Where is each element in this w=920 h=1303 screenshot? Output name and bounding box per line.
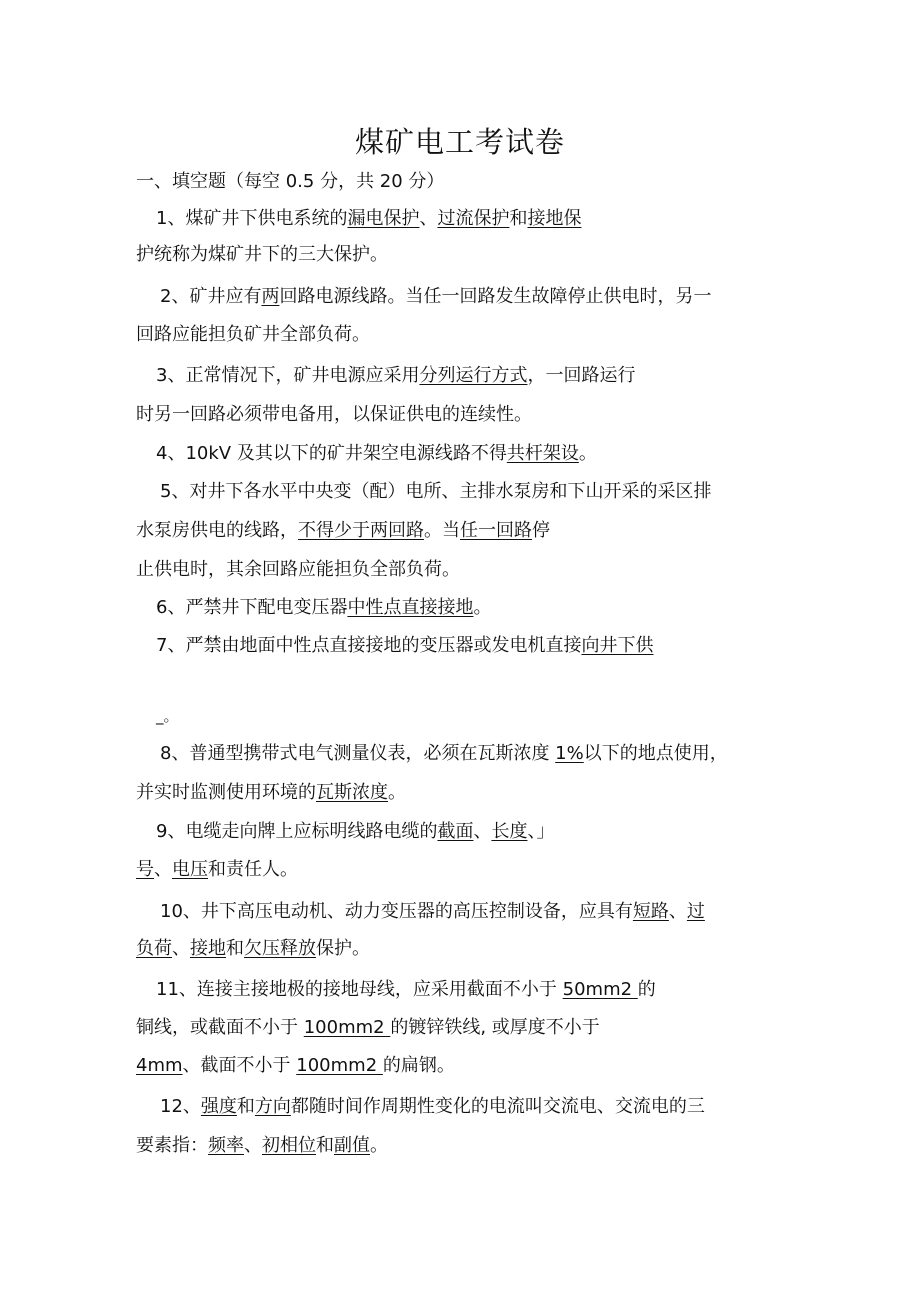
section-heading: 一、填空题（每空 0.5 分，共 20 分） <box>136 171 445 192</box>
q11-text-post: 的 <box>637 979 656 1000</box>
q12-text-post-2: 。 <box>370 1135 388 1156</box>
q1-sep-2: 和 <box>509 208 528 229</box>
q12-sep-2: 、 <box>244 1135 262 1156</box>
q9-sep-1: 、 <box>473 821 492 842</box>
q9-answer-2: 长度 <box>491 821 528 842</box>
q12-answer-1: 强度 <box>200 1096 237 1117</box>
q7-text: 7、严禁由地面中性点直接接地的变压器或发电机直接 <box>156 635 582 656</box>
q7-answer-1: 向井下供 <box>581 635 654 656</box>
q11-text: 11、连接主接地极的接地母线，应采用截面不小于 <box>156 979 563 1000</box>
q5-answer-1: 不得少于两回路 <box>298 520 424 541</box>
question-9-line-1 <box>156 820 554 844</box>
q10-answer-2: 过 <box>686 901 705 922</box>
q11-answer-2: 100mm2 <box>303 1017 391 1038</box>
q8-text: 8、普通型携带式电气测量仪表，必须在瓦斯浓度 <box>160 743 556 764</box>
q11-text-3: 、截面不小于 <box>182 1055 297 1076</box>
question-12-line-1 <box>160 1095 705 1119</box>
question-10-line-1 <box>160 900 705 924</box>
q10-answer-5: 欠压释放 <box>244 938 316 959</box>
q9-answer-4: 电压 <box>172 859 208 880</box>
question-9-line-2 <box>136 858 298 882</box>
question-2-line-2: 回路应能担负矿井全部负荷。 <box>136 324 370 345</box>
q12-answer-4: 初相位 <box>262 1135 316 1156</box>
question-8-line-1 <box>160 742 728 766</box>
q10-sep-2: 、 <box>172 938 190 959</box>
question-5-line-3: 止供电时，其余回路应能担负全部负荷。 <box>136 559 460 580</box>
q10-answer-1: 短路 <box>632 901 669 922</box>
q12-answer-5: 副值 <box>334 1135 370 1156</box>
q1-text: 1、煤矿井下供电系统的 <box>156 208 348 229</box>
q10-answer-4: 接地 <box>190 938 226 959</box>
q4-text-post: 。 <box>578 443 597 464</box>
q9-sep-2: 、 <box>154 859 172 880</box>
q3-answer-1: 分列运行方式 <box>419 365 528 386</box>
q9-text-post: 、」 <box>527 821 555 842</box>
question-5-line-2 <box>136 519 550 543</box>
q12-sep-3: 和 <box>316 1135 334 1156</box>
question-2-line-1 <box>160 285 711 309</box>
page-title: 煤矿电工考试卷 <box>354 125 565 159</box>
q12-sep-1: 和 <box>236 1096 255 1117</box>
q9-text: 9、电缆走向牌上应标明线路电缆的 <box>156 821 438 842</box>
question-7-line-1 <box>156 634 653 658</box>
q6-text: 6、严禁井下配电变压器 <box>156 597 348 618</box>
q4-text: 4、10kV 及其以下的矿井架空电源线路不得 <box>156 443 507 464</box>
q3-text-post: ，一回路运行 <box>527 365 636 386</box>
question-6 <box>156 596 491 620</box>
q12-number: 12、 <box>160 1096 201 1117</box>
q5-text-mid: 。当 <box>424 520 460 541</box>
q10-text-post: 保护。 <box>316 938 370 959</box>
q2-text-post: 回路电源线路。当任一回路发生故障停止供电时，另一 <box>279 286 712 307</box>
question-10-line-2 <box>136 937 370 961</box>
question-7-line-2: _。 <box>156 707 179 725</box>
q8-answer-2: 瓦斯浓度 <box>316 782 388 803</box>
q12-answer-3: 频率 <box>208 1135 244 1156</box>
q6-text-post: 。 <box>473 597 492 618</box>
q5-answer-2: 任一回路 <box>460 520 532 541</box>
question-4 <box>156 442 597 466</box>
q5-text-post: 停 <box>532 520 550 541</box>
question-12-line-2 <box>136 1134 388 1158</box>
q8-text-post-2: 。 <box>388 782 406 803</box>
q11-answer-4: 100mm2 <box>296 1055 383 1076</box>
q8-answer-1: 1% <box>555 743 584 764</box>
q11-text-post-2: 的镀锌铁线, 或厚度不小于 <box>390 1017 600 1038</box>
q1-answer-3: 接地保 <box>527 208 582 229</box>
q8-text-2: 并实时监测使用环境的 <box>136 782 316 803</box>
q11-answer-1: 50mm2 <box>562 979 638 1000</box>
q5-text: 水泵房供电的线路， <box>136 520 298 541</box>
q11-answer-3: 4mm <box>136 1055 183 1076</box>
q1-sep-1: 、 <box>419 208 438 229</box>
question-1-line-1 <box>156 207 581 231</box>
question-3-line-2: 时另一回路必须带电备用，以保证供电的连续性。 <box>136 404 532 425</box>
q12-text-post: 都随时间作周期性变化的电流叫交流电、交流电的三 <box>290 1096 705 1117</box>
q1-answer-2: 过流保护 <box>437 208 510 229</box>
q6-answer-1: 中性点直接接地 <box>347 597 474 618</box>
question-1-line-2: 护统称为煤矿井下的三大保护。 <box>136 244 388 265</box>
q10-sep-3: 和 <box>226 938 244 959</box>
q9-text-post-2: 和责任人。 <box>208 859 298 880</box>
q10-answer-3: 负荷 <box>136 938 172 959</box>
question-5-line-1: 5、对井下各水平中央变（配）电所、主排水泵房和下山开采的采区排 <box>160 481 712 502</box>
q10-sep-1: 、 <box>668 901 687 922</box>
q11-text-2: 铜线，或截面不小于 <box>136 1017 304 1038</box>
q1-answer-1: 漏电保护 <box>347 208 420 229</box>
q2-answer-1: 两 <box>261 286 280 307</box>
q3-text: 3、正常情况下，矿井电源应采用 <box>156 365 420 386</box>
q11-text-post-3: 的扁钢。 <box>382 1055 455 1076</box>
question-8-line-2 <box>136 781 406 805</box>
question-3-line-1 <box>156 364 635 388</box>
q10-text: 10、井下高压电动机、动力变压器的高压控制设备，应具有 <box>160 901 633 922</box>
q12-text-2: 要素指： <box>136 1135 208 1156</box>
question-11-line-1 <box>156 978 656 1002</box>
q9-answer-1: 截面 <box>437 821 474 842</box>
q4-answer-1: 共杆架设 <box>506 443 579 464</box>
question-11-line-2 <box>136 1016 600 1040</box>
q9-answer-3: 号 <box>136 859 154 880</box>
q2-text: 2、矿井应有 <box>160 286 262 307</box>
q8-text-post: 以下的地点使用， <box>583 743 728 764</box>
q12-answer-2: 方向 <box>254 1096 291 1117</box>
question-11-line-3 <box>136 1054 455 1078</box>
